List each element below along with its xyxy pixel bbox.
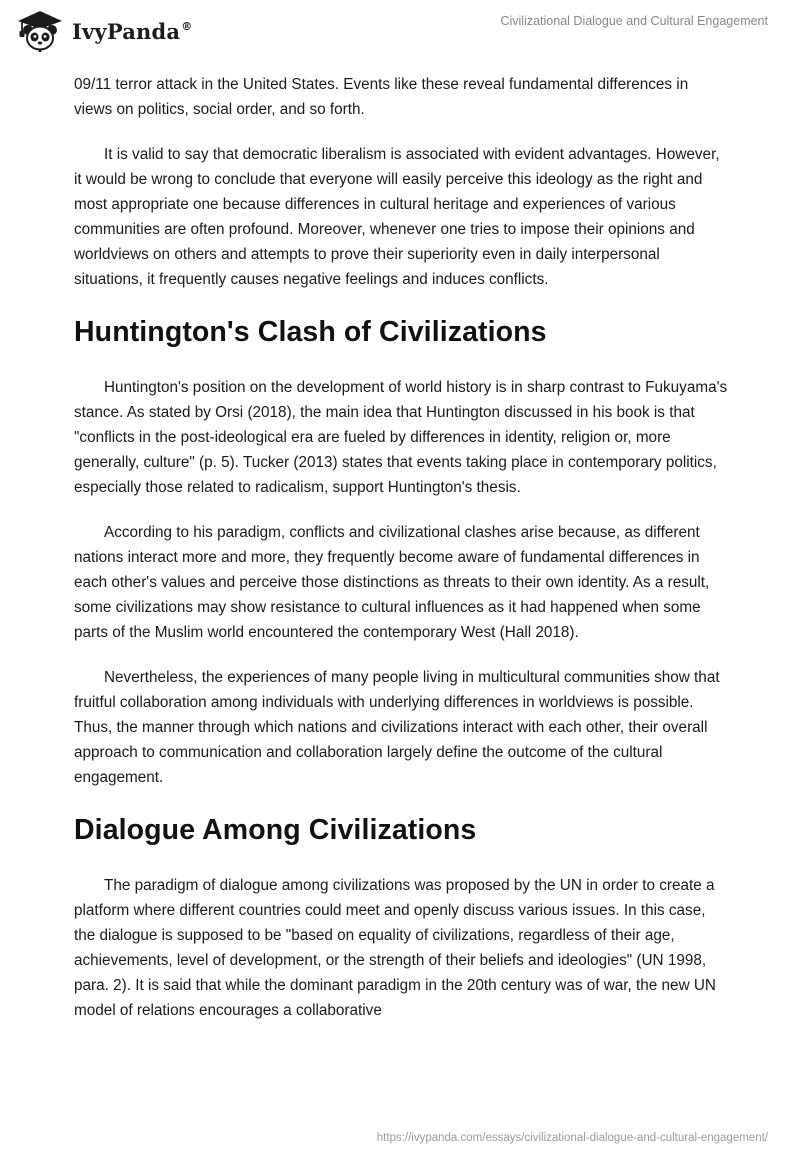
page-header <box>0 0 800 70</box>
source-url[interactable]: https://ivypanda.com/essays/civilizational-dialogue-and-cultural-engagement/ <box>376 1132 768 1144</box>
document-title: Civilizational Dialogue and Cultural Engagement <box>500 14 768 28</box>
section-heading: Huntington's Clash of Civilizations <box>74 316 547 348</box>
brand-name: IvyPanda® <box>72 18 193 44</box>
article-body <box>74 72 728 1043</box>
section-heading: Dialogue Among Civilizations <box>74 814 477 846</box>
registered-mark: ® <box>181 19 193 33</box>
paragraph: 09/11 terror attack in the United States. Events like these reveal fundamental differences in views on politics, social order, and so forth. <box>74 76 689 118</box>
logo[interactable] <box>14 10 192 52</box>
paragraph: According to his paradigm, conflicts and civilizational clashes arise because, as different nations interact more and more, they frequently become aware of fundamental differences in each other's values and perceive those distinctions as threats to their own identity. As a result, some civilizations may show resistance to cultural influences as it had happened when some parts of the Muslim world encountered the contemporary West (Hall 2018). <box>74 524 710 641</box>
paragraph: The paradigm of dialogue among civilizations was proposed by the UN in order to create a platform where different countries could meet and openly discuss various issues. In this case, the dialogue is supposed to be "based on equality of civilizations, regardless of their age, achievements, level of development, or the strength of their beliefs and ideologies" (UN 1998, para. 2). It is said that while the dominant paradigm in the 20th century was of war, the new UN model of relations encourages a collaborative <box>74 877 716 1019</box>
paragraph: Huntington's position on the development of world history is in sharp contrast to Fukuyama's stance. As stated by Orsi (2018), the main idea that Huntington discussed in his book is that "conflicts in the post-ideological era are fueled by differences in identity, religion or, more generally, culture" (p. 5). Tucker (2013) states that events taking place in contemporary politics, especially those related to radicalism, support Huntington's thesis. <box>74 379 728 496</box>
paragraph: It is valid to say that democratic liberalism is associated with evident advantages. However, it would be wrong to conclude that everyone will easily perceive this ideology as the right and most appropriate one because differences in cultural heritage and experiences of various communities are often profound. Moreover, whenever one tries to impose their opinions and worldviews on others and attempts to prove their superiority even in daily interpersonal situations, it frequently causes negative feelings and induces conflicts. <box>74 146 720 288</box>
paragraph: Nevertheless, the experiences of many people living in multicultural communities show that fruitful collaboration among individuals with underlying differences in worldviews is possible. Thus, the manner through which nations and civilizations interact with each other, their overall approach to communication and collaboration largely define the outcome of the cultural engagement. <box>74 669 720 786</box>
panda-mascot-icon <box>14 10 66 52</box>
